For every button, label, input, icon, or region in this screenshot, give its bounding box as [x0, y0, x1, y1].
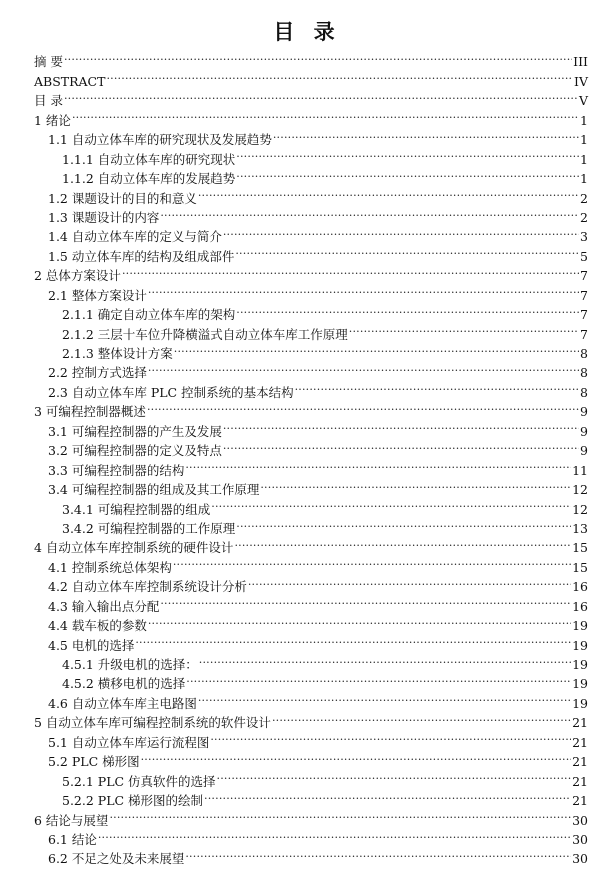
toc-entry-label: 摘 要	[34, 54, 63, 70]
toc-entry-page-number: 8	[580, 346, 588, 361]
toc-entry-label: 5.2 PLC 梯形图	[48, 754, 140, 770]
toc-entry-page-number: 21	[572, 754, 588, 770]
toc-entry[interactable]	[0, 747, 614, 770]
toc-entry-label: 2.1.3 整体设计方案	[62, 346, 173, 361]
toc-entry-page-number: 11	[572, 462, 588, 478]
toc-entry-label: 1.5 动立体车库的结构及组成部件	[48, 248, 235, 264]
dot-leader	[260, 475, 571, 494]
toc-entry-page-number: 30	[572, 831, 588, 847]
dot-leader	[236, 144, 579, 163]
dot-leader	[141, 747, 571, 766]
toc-entry-page-number: 21	[572, 793, 588, 809]
toc-entry-label: 4.2 自动立体车库控制系统设计分析	[48, 579, 247, 595]
toc-entry-label: 4.5 电机的选择	[48, 637, 135, 653]
toc-entry-page-number: 9	[580, 443, 588, 459]
toc-entry[interactable]	[0, 455, 614, 478]
toc-entry-label: 3.2 可编程控制器的定义及特点	[48, 443, 222, 459]
dot-leader	[148, 280, 579, 299]
toc-entry-page-number: 1	[580, 151, 588, 167]
toc-entry-page-number: 7	[580, 326, 588, 342]
toc-entry-label: 2.1.1 确定自动立体车库的架构	[62, 307, 236, 323]
toc-entry[interactable]	[0, 203, 614, 225]
dot-leader	[148, 358, 579, 377]
toc-entry[interactable]	[0, 300, 614, 323]
table-of-contents	[0, 47, 614, 867]
toc-entry[interactable]	[0, 66, 614, 89]
dot-leader	[64, 86, 578, 105]
toc-entry-page-number: 5	[580, 248, 588, 264]
toc-entry[interactable]	[0, 144, 614, 167]
toc-entry-page-number: IV	[574, 73, 588, 89]
toc-entry-page-number: 12	[572, 501, 588, 517]
toc-entry-label: 目 录	[34, 93, 63, 109]
dot-leader	[160, 591, 571, 610]
toc-entry-page-number: 21	[572, 773, 588, 789]
toc-entry-page-number: 15	[572, 540, 588, 556]
toc-entry-label: 3.1 可编程控制器的产生及发展	[48, 423, 222, 439]
toc-entry[interactable]	[0, 397, 614, 420]
dot-leader	[98, 825, 571, 844]
dot-leader	[109, 805, 571, 824]
toc-entry-page-number: 1	[580, 112, 588, 128]
toc-entry-label: 3 可编程控制器概述	[34, 404, 146, 420]
dot-leader	[223, 436, 579, 455]
toc-entry[interactable]	[0, 591, 614, 614]
toc-entry-page-number: 1	[580, 171, 588, 187]
toc-entry-page-number: 8	[580, 384, 588, 400]
dot-leader	[122, 261, 579, 280]
toc-entry-page-number: 3	[580, 229, 588, 245]
toc-entry[interactable]	[0, 377, 614, 400]
toc-entry-page-number: 2	[580, 209, 588, 225]
dot-leader	[106, 66, 573, 85]
dot-leader	[160, 203, 579, 222]
toc-entry[interactable]	[0, 164, 614, 187]
toc-entry[interactable]	[0, 514, 614, 536]
toc-entry-label: 4.6 自动立体车库主电路图	[48, 695, 197, 711]
toc-entry[interactable]	[0, 611, 614, 634]
dot-leader	[64, 47, 572, 66]
toc-entry-page-number: 13	[572, 520, 588, 536]
toc-entry-page-number: 30	[572, 851, 588, 867]
toc-entry-page-number: 9	[580, 423, 588, 439]
dot-leader	[236, 164, 579, 183]
toc-entry-page-number: 16	[572, 579, 588, 595]
dot-leader	[236, 300, 579, 319]
toc-entry[interactable]	[0, 494, 614, 517]
toc-entry-page-number: 15	[572, 559, 588, 575]
toc-entry-label: 3.3 可编程控制器的结构	[48, 462, 185, 478]
dot-leader	[223, 222, 579, 241]
toc-entry-label: 6.1 结论	[48, 831, 97, 847]
toc-entry[interactable]	[0, 47, 614, 70]
toc-entry[interactable]	[0, 688, 614, 711]
toc-entry-label: 1.4 自动立体车库的定义与简介	[48, 229, 222, 245]
toc-entry-label: 2.3 自动立体车库 PLC 控制系统的基本结构	[48, 384, 294, 400]
toc-entry[interactable]	[0, 280, 614, 303]
dot-leader	[248, 572, 571, 591]
toc-entry-label: 2.1.2 三层十车位升降横溢式自动立体车库工作原理	[62, 326, 348, 342]
toc-entry-label: ABSTRACT	[34, 73, 106, 89]
dot-leader	[198, 688, 571, 707]
toc-entry-label: 4.5.1 升级电机的选择：	[62, 657, 198, 672]
toc-entry-label: 2.1 整体方案设计	[48, 287, 147, 303]
toc-entry-label: 4.1 控制系统总体架构	[48, 559, 172, 575]
toc-entry-page-number: 8	[580, 365, 588, 381]
dot-leader	[185, 455, 571, 474]
toc-entry-page-number: 19	[572, 618, 588, 634]
dot-leader	[211, 494, 571, 513]
toc-entry[interactable]	[0, 650, 614, 672]
dot-leader	[147, 397, 579, 416]
dot-leader	[234, 533, 571, 552]
toc-entry[interactable]	[0, 86, 614, 109]
toc-entry-label: 1.2 课题设计的目的和意义	[48, 190, 197, 206]
toc-entry-page-number: 7	[580, 287, 588, 303]
toc-entry-page-number: 21	[572, 715, 588, 731]
toc-entry-page-number: III	[573, 54, 588, 70]
toc-entry-label: 6 结论与展望	[34, 812, 109, 828]
toc-entry-label: 2.2 控制方式选择	[48, 365, 147, 381]
toc-entry[interactable]	[0, 222, 614, 245]
toc-entry[interactable]	[0, 436, 614, 459]
dot-leader	[295, 377, 579, 396]
toc-entry[interactable]	[0, 241, 614, 264]
dot-leader	[349, 319, 579, 338]
dot-leader	[173, 552, 571, 571]
dot-leader	[174, 339, 579, 358]
toc-entry[interactable]	[0, 339, 614, 361]
toc-entry-page-number: 2	[580, 190, 588, 206]
toc-entry[interactable]	[0, 552, 614, 575]
toc-entry-label: 5.2.1 PLC 仿真软件的选择	[62, 773, 216, 789]
toc-entry[interactable]	[0, 319, 614, 342]
toc-entry-label: 5 自动立体车库可编程控制系统的软件设计	[34, 715, 271, 731]
toc-entry-page-number: V	[578, 93, 588, 109]
toc-entry-label: 6.2 不足之处及未来展望	[48, 851, 185, 867]
dot-leader	[199, 650, 571, 669]
toc-entry[interactable]	[0, 766, 614, 789]
dot-leader	[185, 844, 571, 863]
page-title: 目 录	[273, 20, 341, 44]
toc-entry[interactable]	[0, 533, 614, 556]
toc-entry-label: 5.1 自动立体车库运行流程图	[48, 734, 210, 750]
toc-entry[interactable]	[0, 669, 614, 692]
toc-entry-label: 2 总体方案设计	[34, 268, 121, 284]
dot-leader	[72, 105, 579, 124]
toc-entry-page-number: 7	[580, 307, 588, 323]
toc-entry[interactable]	[0, 825, 614, 847]
toc-entry-label: 1.3 课题设计的内容	[48, 209, 160, 225]
toc-entry-page-number: 19	[572, 637, 588, 653]
toc-entry-label: 1.1.2 自动立体车库的发展趋势	[62, 171, 236, 187]
toc-entry-page-number: 19	[572, 676, 588, 692]
toc-entry-label: 4.3 输入输出点分配	[48, 598, 160, 614]
dot-leader	[148, 611, 571, 630]
toc-entry[interactable]	[0, 844, 614, 867]
toc-entry-label: 5.2.2 PLC 梯形图的绘制	[62, 793, 204, 809]
toc-entry-label: 3.4.1 可编程控制器的组成	[62, 501, 211, 517]
dot-leader	[235, 241, 579, 260]
toc-entry-page-number: 16	[572, 598, 588, 614]
toc-entry[interactable]	[0, 786, 614, 809]
toc-entry[interactable]	[0, 125, 614, 148]
dot-leader	[135, 630, 571, 649]
toc-entry-page-number: 30	[572, 812, 588, 828]
toc-entry-label: 1.1 自动立体车库的研究现状及发展趋势	[48, 132, 272, 148]
dot-leader	[273, 125, 579, 144]
toc-entry[interactable]	[0, 475, 614, 498]
toc-entry-label: 3.4 可编程控制器的组成及其工作原理	[48, 482, 260, 498]
toc-entry[interactable]	[0, 708, 614, 731]
toc-entry[interactable]	[0, 416, 614, 439]
toc-entry-page-number: 7	[580, 268, 588, 284]
toc-entry-label: 4.4 载车板的参数	[48, 618, 147, 634]
toc-entry[interactable]	[0, 261, 614, 284]
toc-entry-page-number: 19	[572, 695, 588, 711]
toc-entry[interactable]	[0, 630, 614, 653]
toc-entry-page-number: 9	[580, 404, 588, 420]
toc-entry[interactable]	[0, 727, 614, 750]
toc-entry-label: 1.1.1 自动立体车库的研究现状	[62, 151, 236, 167]
toc-entry[interactable]	[0, 358, 614, 381]
toc-entry-page-number: 19	[572, 657, 588, 672]
toc-entry-label: 1 绪论	[34, 112, 71, 128]
toc-entry-label: 3.4.2 可编程控制器的工作原理	[62, 520, 236, 536]
dot-leader	[217, 766, 572, 785]
toc-entry[interactable]	[0, 572, 614, 595]
dot-leader	[223, 416, 579, 435]
dot-leader	[198, 183, 579, 202]
dot-leader	[272, 708, 571, 727]
toc-entry[interactable]	[0, 183, 614, 206]
dot-leader	[204, 786, 571, 805]
dot-leader	[186, 669, 571, 688]
toc-entry-page-number: 21	[572, 734, 588, 750]
toc-entry[interactable]	[0, 805, 614, 828]
dot-leader	[210, 727, 571, 746]
toc-entry-page-number: 12	[572, 482, 588, 498]
toc-entry-label: 4.5.2 横移电机的选择	[62, 676, 186, 692]
toc-entry-label: 4 自动立体车库控制系统的硬件设计	[34, 540, 234, 556]
dot-leader	[236, 514, 571, 533]
toc-entry-page-number: 1	[580, 132, 588, 148]
toc-entry[interactable]	[0, 105, 614, 128]
